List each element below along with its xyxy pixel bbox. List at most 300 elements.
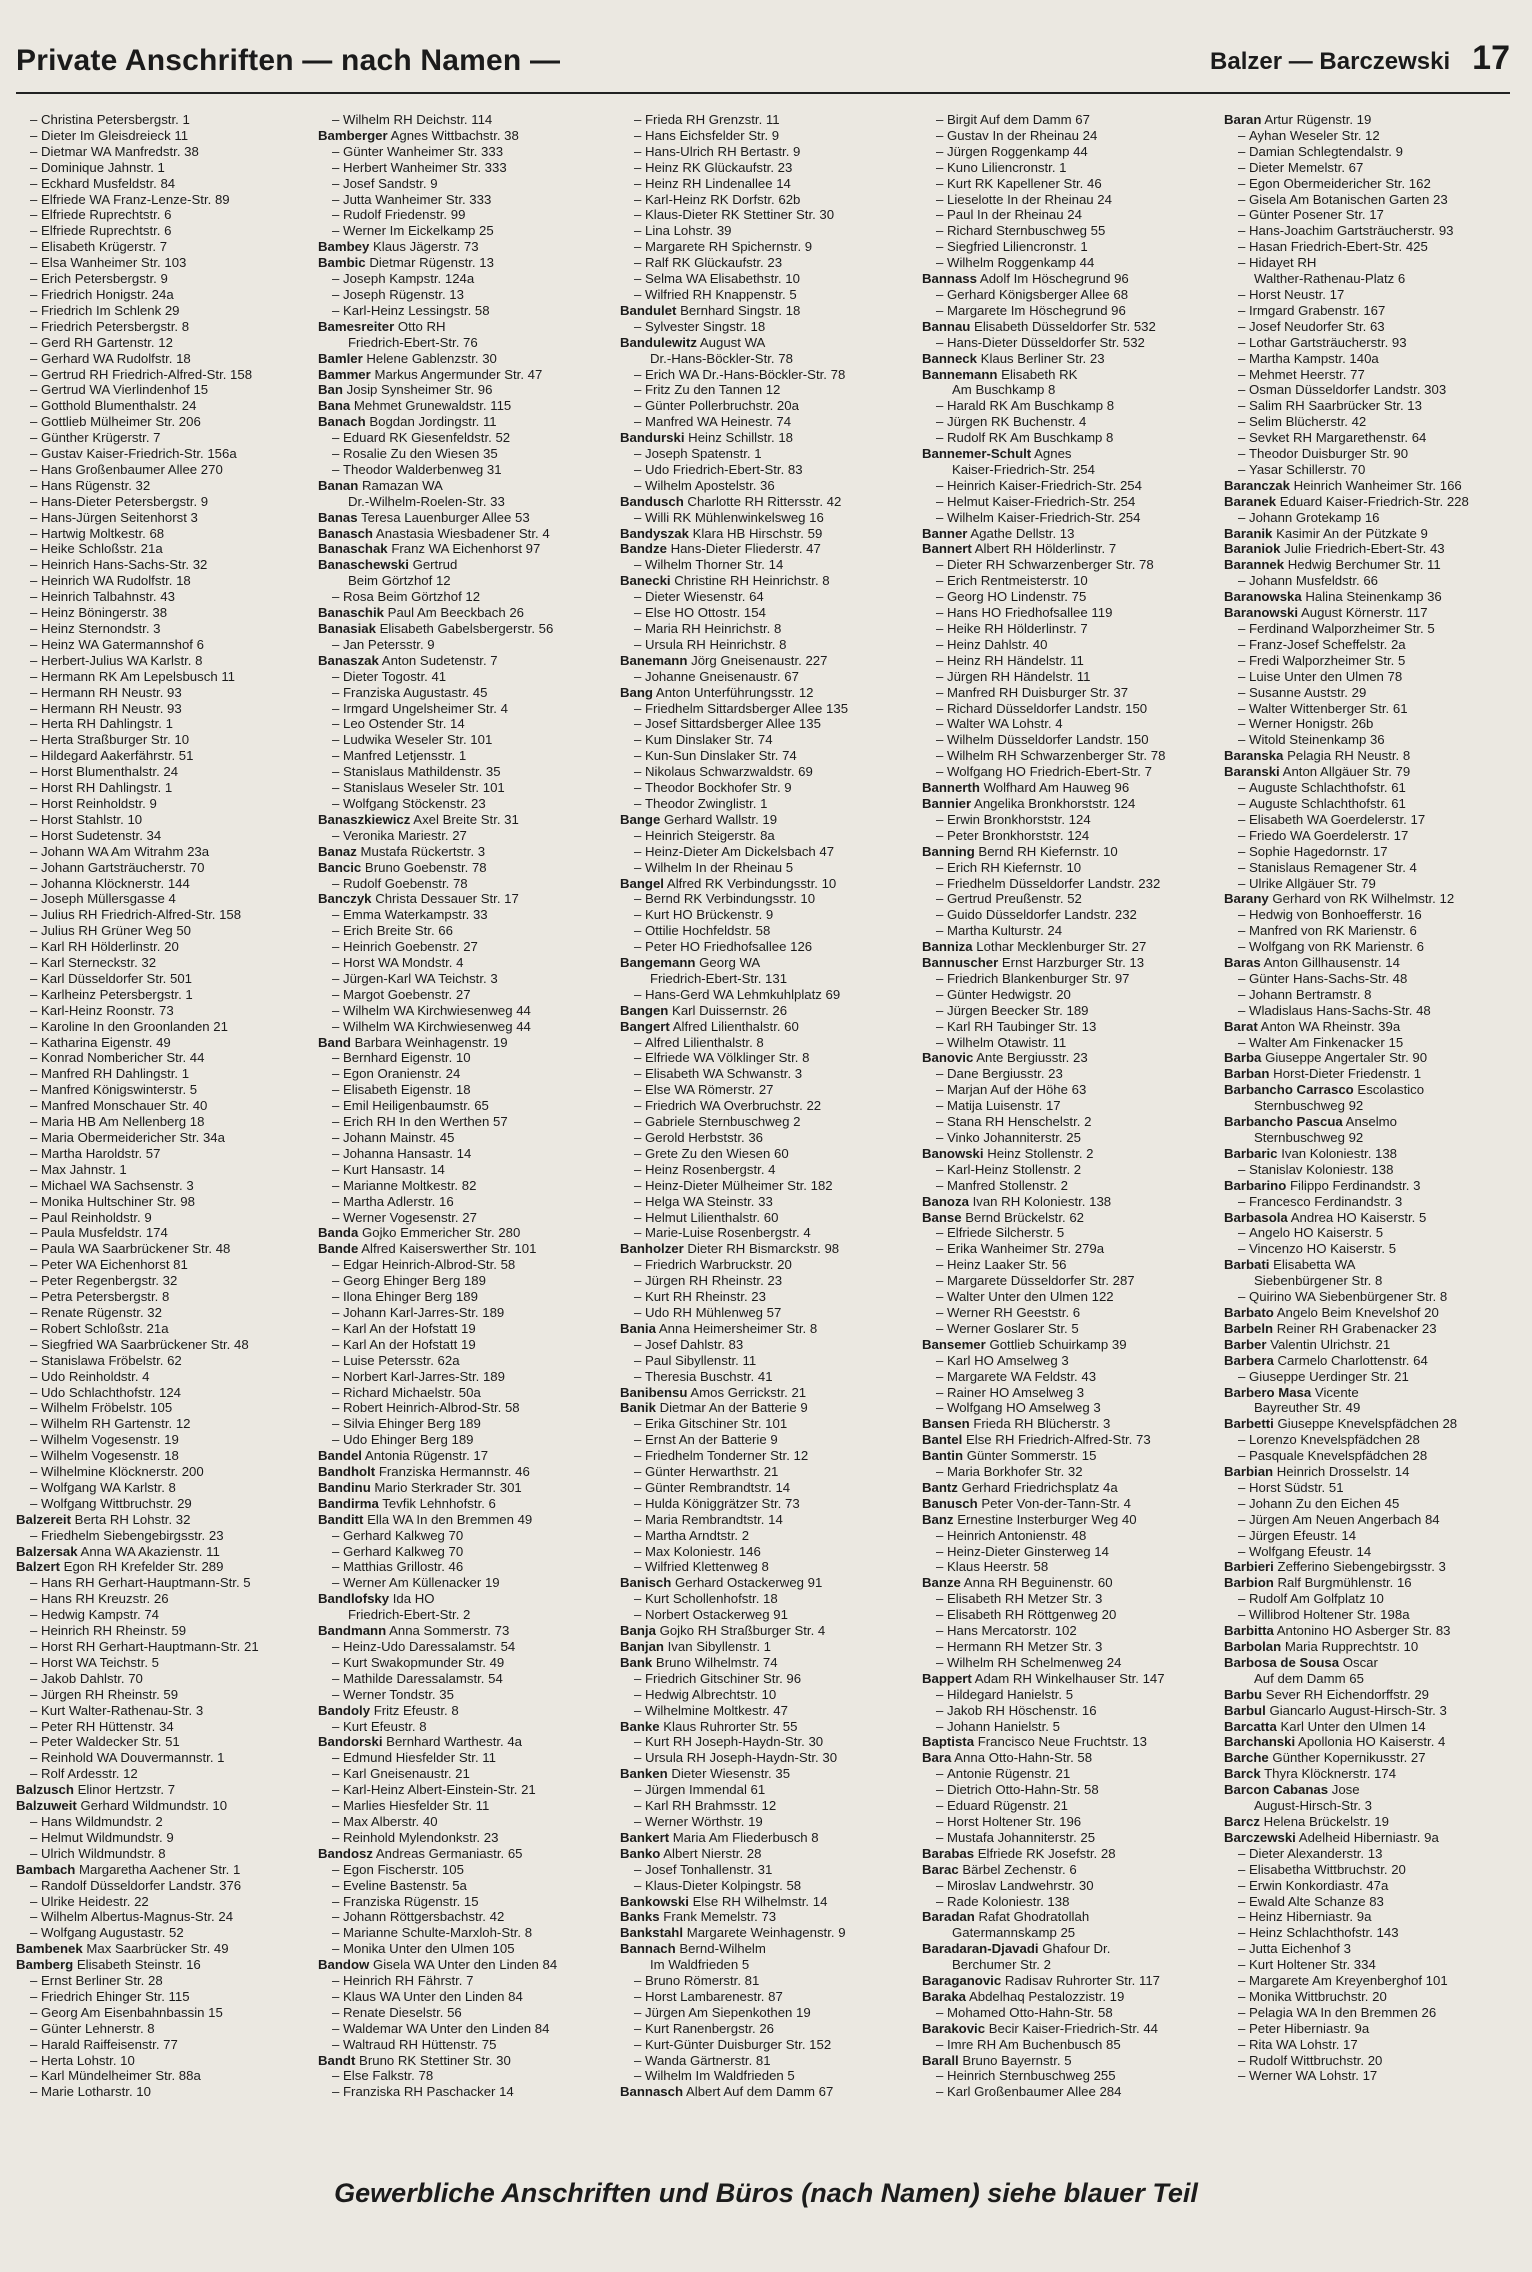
directory-entry — [318, 1687, 604, 1703]
entry-continuation — [922, 1957, 1208, 1973]
directory-entry — [1224, 1496, 1510, 1512]
surname-entry — [922, 271, 1208, 287]
directory-entry — [922, 732, 1208, 748]
entry-text: Quirino WA Siebenbürgener Str. 8 — [1249, 1289, 1448, 1305]
entry-continuation — [620, 971, 906, 987]
directory-entry — [16, 860, 302, 876]
directory-entry — [922, 1082, 1208, 1098]
surname: Baranczak — [1224, 477, 1290, 493]
directory-entry — [922, 160, 1208, 176]
surname: Baradaran-Djavadi — [922, 1941, 1039, 1957]
directory-entry — [620, 923, 906, 939]
entry-text: Sever RH Eichendorffstr. 29 — [1265, 1686, 1429, 1702]
directory-entry — [922, 748, 1208, 764]
entry-text: Margaretha Aachener Str. 1 — [79, 1861, 241, 1877]
entry-text: Karl RH Hölderlinstr. 20 — [41, 939, 179, 955]
surname-entry — [922, 1973, 1208, 1989]
page-number: 17 — [1472, 39, 1510, 77]
surname: Baran — [1224, 112, 1262, 127]
entry-text: Giuseppe Knevelspfädchen 28 — [1277, 1416, 1458, 1432]
directory-entry — [16, 2037, 302, 2053]
entry-text: Agnes Wittbachstr. 38 — [390, 127, 519, 143]
directory-entry — [318, 1066, 604, 1082]
entry-text: Johann Musfeldstr. 66 — [1249, 573, 1379, 589]
surname-entry — [1224, 1750, 1510, 1766]
entry-text: Matija Luisenstr. 17 — [947, 1098, 1061, 1114]
directory-entry — [620, 1703, 906, 1719]
surname-entry — [1224, 478, 1510, 494]
directory-entry — [922, 303, 1208, 319]
surname-entry — [1224, 1814, 1510, 1830]
directory-entry — [922, 414, 1208, 430]
directory-entry — [16, 446, 302, 462]
entry-text: Martha Arndtstr. 2 — [645, 1527, 750, 1543]
entry-text: Monika Hultschiner Str. 98 — [41, 1193, 195, 1209]
surname-entry — [1224, 891, 1510, 907]
directory-entry — [318, 2084, 604, 2100]
surname-entry — [922, 939, 1208, 955]
entry-text: Angelika Bronkhorststr. 124 — [974, 795, 1136, 811]
directory-entry — [922, 144, 1208, 160]
entry-text: Josef Neudorfer Str. 63 — [1249, 318, 1385, 334]
directory-entry — [922, 1464, 1208, 1480]
directory-entry — [16, 239, 302, 255]
entry-text: Udo Friedrich-Ebert-Str. 83 — [645, 461, 803, 477]
directory-entry — [620, 192, 906, 208]
surname: Banjan — [620, 1639, 664, 1654]
directory-entry — [922, 1894, 1208, 1910]
surname-entry — [1224, 541, 1510, 557]
surname-entry — [1224, 1210, 1510, 1226]
directory-entry — [922, 1591, 1208, 1607]
entry-text: Julius RH Grüner Weg 50 — [41, 923, 192, 939]
entry-text: Klaus-Dieter RK Stettiner Str. 30 — [645, 207, 835, 223]
surname: Banisch — [620, 1575, 672, 1591]
surname-entry — [318, 605, 604, 621]
surname-entry — [318, 239, 604, 255]
entry-text: Gerold Herbststr. 36 — [645, 1130, 764, 1145]
surname-entry — [620, 1400, 906, 1416]
surname: Barbosa de Sousa — [1224, 1654, 1340, 1670]
directory-entry — [620, 1591, 906, 1607]
entry-text: Max Koloniestr. 146 — [645, 1543, 761, 1559]
directory-entry — [16, 1194, 302, 1210]
entry-text: Kum Dinslaker Str. 74 — [645, 732, 773, 748]
entry-text: Friedrich-Ebert-Str. 2 — [348, 1607, 471, 1623]
directory-entry — [16, 1989, 302, 2005]
entry-text: Dietmar WA Manfredstr. 38 — [41, 143, 199, 159]
entry-text: August-Hirsch-Str. 3 — [1254, 1798, 1372, 1814]
entry-text: Ewald Alte Schanze 83 — [1249, 1893, 1384, 1909]
directory-entry — [1224, 287, 1510, 303]
entry-continuation — [620, 351, 906, 367]
entry-text: Johanne Gneisenaustr. 67 — [645, 668, 799, 684]
directory-entry — [16, 287, 302, 303]
directory-entry — [16, 351, 302, 367]
surname: Bambach — [16, 1861, 76, 1877]
surname-entry — [620, 955, 906, 971]
entry-text: Karl Unter den Ulmen 14 — [1280, 1718, 1426, 1734]
directory-entry — [318, 1973, 604, 1989]
surname-entry — [318, 382, 604, 398]
surname-entry — [922, 541, 1208, 557]
directory-entry — [16, 1353, 302, 1369]
directory-entry — [1224, 398, 1510, 414]
surname: Bangel — [620, 875, 664, 891]
directory-entry — [16, 1750, 302, 1766]
entry-text: Günter Wanheimer Str. 333 — [343, 143, 504, 159]
entry-text: Kuno Liliencronstr. 1 — [947, 159, 1067, 175]
directory-entry — [318, 1146, 604, 1162]
surname: Banik — [620, 1400, 656, 1416]
entry-text: Edgar Heinrich-Albrod-Str. 58 — [343, 1257, 516, 1273]
entry-text: Hermann RK Am Lepelsbusch 11 — [41, 668, 236, 684]
entry-continuation — [1224, 1400, 1510, 1416]
surname-entry — [620, 1575, 906, 1591]
entry-text: Ulrike Allgäuer Str. 79 — [1249, 875, 1376, 891]
surname: Banniza — [922, 939, 973, 955]
surname: Barat — [1224, 1018, 1258, 1034]
directory-entry — [16, 1416, 302, 1432]
entry-text: Günter Herwarthstr. 21 — [645, 1464, 779, 1480]
entry-text: Heinrich Wanheimer Str. 166 — [1293, 477, 1462, 493]
entry-text: Agnes — [1034, 446, 1072, 462]
entry-text: Bruno Bayernstr. 5 — [962, 2052, 1072, 2068]
directory-entry — [620, 732, 906, 748]
surname-entry — [922, 1862, 1208, 1878]
directory-entry — [620, 1337, 906, 1353]
surname-entry — [16, 1782, 302, 1798]
entry-text: Karoline In den Groonlanden 21 — [41, 1018, 228, 1034]
surname-entry — [16, 1512, 302, 1528]
directory-entry — [16, 1050, 302, 1066]
directory-entry — [620, 1369, 906, 1385]
directory-entry — [922, 1098, 1208, 1114]
entry-text: Elisabeth WA Goerdelerstr. 17 — [1249, 811, 1426, 827]
entry-text: Anna Heimersheimer Str. 8 — [658, 1320, 818, 1336]
entry-text: Siebenbürgener Str. 8 — [1254, 1273, 1383, 1289]
surname-entry — [1224, 1687, 1510, 1703]
entry-text: Adolf Im Höschegrund 96 — [979, 271, 1129, 287]
directory-entry — [1224, 1162, 1510, 1178]
directory-entry — [922, 1019, 1208, 1035]
entry-text: Franziska Augustastr. 45 — [343, 684, 488, 700]
directory-column-1 — [16, 112, 302, 2177]
entry-text: Egon Fischerstr. 105 — [343, 1861, 464, 1877]
directory-entry — [620, 1671, 906, 1687]
entry-text: Horst WA Teichstr. 5 — [41, 1654, 159, 1670]
surname-entry — [1224, 1305, 1510, 1321]
surname: Banemann — [620, 652, 688, 668]
entry-text: Gerhard von RK Wilhelmstr. 12 — [1272, 891, 1455, 907]
entry-text: Karl-Heinz Stollenstr. 2 — [947, 1161, 1082, 1177]
directory-entry — [318, 764, 604, 780]
entry-text: Heinz Rosenbergstr. 4 — [645, 1161, 776, 1177]
surname: Bandinu — [318, 1479, 371, 1495]
directory-entry — [922, 860, 1208, 876]
surname-entry — [318, 557, 604, 573]
entry-text: Christine RH Heinrichstr. 8 — [674, 573, 830, 589]
surname-entry — [922, 1416, 1208, 1432]
directory-entry — [620, 637, 906, 653]
directory-entry — [922, 2084, 1208, 2100]
directory-entry — [1224, 192, 1510, 208]
directory-entry — [620, 1607, 906, 1623]
directory-entry — [620, 319, 906, 335]
directory-entry — [620, 764, 906, 780]
entry-text: Horst Blumenthalstr. 24 — [41, 764, 179, 780]
directory-entry — [318, 1273, 604, 1289]
entry-continuation — [620, 1957, 906, 1973]
entry-text: Im Waldfrieden 5 — [650, 1957, 750, 1973]
surname-entry — [922, 1050, 1208, 1066]
entry-text: Eduard Rügenstr. 21 — [947, 1798, 1068, 1814]
entry-text: Rolf Ardesstr. 12 — [41, 1766, 138, 1782]
entry-text: Kurt Hansastr. 14 — [343, 1161, 445, 1177]
directory-entry — [16, 1035, 302, 1051]
surname-entry — [318, 398, 604, 414]
surname-entry — [318, 2053, 604, 2069]
surname-entry — [620, 1766, 906, 1782]
directory-entry — [620, 1734, 906, 1750]
entry-text: Johann Mainstr. 45 — [343, 1130, 455, 1145]
entry-text: Horst Neustr. 17 — [1249, 286, 1345, 302]
surname: Bambic — [318, 255, 366, 271]
directory-entry — [1224, 1003, 1510, 1019]
directory-entry — [16, 1496, 302, 1512]
entry-text: Margarete RH Spichernstr. 9 — [645, 239, 813, 255]
surname: Bandulewitz — [620, 334, 697, 350]
directory-entry — [16, 1734, 302, 1750]
surname-entry — [1224, 764, 1510, 780]
entry-text: Jürgen Roggenkamp 44 — [947, 143, 1088, 159]
entry-text: Johann Grotekamp 16 — [1249, 509, 1380, 525]
entry-text: Josef Sittardsberger Allee 135 — [645, 716, 821, 732]
directory-entry — [318, 1369, 604, 1385]
entry-text: Bruno Goebenstr. 78 — [364, 859, 487, 875]
directory-entry — [1224, 1941, 1510, 1957]
entry-text: Kasimir An der Pützkate 9 — [1276, 525, 1428, 541]
directory-entry — [16, 1066, 302, 1082]
surname: Bankert — [620, 1829, 670, 1845]
entry-text: Johann WA Am Witrahm 23a — [41, 843, 210, 859]
directory-entry — [318, 287, 604, 303]
surname: Banasch — [318, 525, 373, 541]
surname: Bannier — [922, 795, 972, 811]
directory-entry — [922, 207, 1208, 223]
surname-entry — [1224, 1623, 1510, 1639]
directory-entry — [318, 1544, 604, 1560]
surname-entry — [620, 685, 906, 701]
entry-text: Kaiser-Friedrich-Str. 254 — [952, 461, 1095, 477]
surname-entry — [922, 1496, 1208, 1512]
surname: Bannau — [922, 318, 971, 334]
surname: Bandirma — [318, 1495, 379, 1511]
directory-entry — [16, 669, 302, 685]
entry-text: Ivan Sibyllenstr. 1 — [667, 1639, 771, 1654]
directory-entry — [318, 1528, 604, 1544]
directory-entry — [318, 701, 604, 717]
surname-entry — [620, 1830, 906, 1846]
entry-continuation — [1224, 1798, 1510, 1814]
directory-entry — [922, 2037, 1208, 2053]
surname-entry — [16, 1862, 302, 1878]
entry-text: Günther Krügerstr. 7 — [41, 430, 161, 446]
surname: Barbero Masa — [1224, 1384, 1312, 1400]
directory-entry — [620, 1305, 906, 1321]
directory-entry — [16, 1623, 302, 1639]
entry-text: Oscar — [1342, 1654, 1378, 1670]
directory-entry — [620, 1289, 906, 1305]
entry-text: Stana RH Henschelstr. 2 — [947, 1114, 1092, 1130]
entry-continuation — [1224, 271, 1510, 287]
entry-text: Helmut Wildmundstr. 9 — [41, 1829, 174, 1845]
directory-entry — [620, 1480, 906, 1496]
entry-text: Alfred Lilienthalstr. 60 — [672, 1018, 799, 1034]
entry-text: Dr.-Hans-Böckler-Str. 78 — [650, 350, 793, 366]
directory-entry — [922, 1369, 1208, 1385]
surname: Balzersak — [16, 1543, 78, 1559]
entry-text: Matthias Grillostr. 46 — [343, 1559, 464, 1575]
entry-text: Jürgen Immendal 61 — [645, 1782, 766, 1798]
directory-entry — [922, 812, 1208, 828]
surname: Bannert — [922, 541, 972, 557]
directory-entry — [620, 1353, 906, 1369]
entry-text: Helena Brückelstr. 19 — [1263, 1813, 1389, 1829]
entry-text: Margot Goebenstr. 27 — [343, 986, 471, 1002]
surname-entry — [922, 1337, 1208, 1353]
entry-text: Friedhelm Düsseldorfer Landstr. 232 — [947, 875, 1161, 891]
surname-entry — [1224, 1766, 1510, 1782]
entry-continuation — [1224, 1671, 1510, 1687]
surname: Barbitta — [1224, 1623, 1274, 1639]
entry-text: Peter Regenbergstr. 32 — [41, 1273, 178, 1289]
directory-entry — [620, 1178, 906, 1194]
directory-entry — [16, 1257, 302, 1273]
entry-text: Rainer HO Amselweg 3 — [947, 1384, 1085, 1400]
directory-entry — [1224, 1225, 1510, 1241]
entry-text: Maria Am Fliederbusch 8 — [672, 1829, 819, 1845]
directory-entry — [922, 1353, 1208, 1369]
entry-text: Helene Gablenzstr. 30 — [366, 350, 497, 366]
directory-entry — [620, 382, 906, 398]
directory-entry — [16, 2053, 302, 2069]
surname-entry — [1224, 589, 1510, 605]
surname: Bamler — [318, 350, 363, 366]
entry-text: Amos Gerrickstr. 21 — [690, 1384, 807, 1400]
surname: Barbancho Pascua — [1224, 1114, 1343, 1130]
entry-text: Anton Gillhausenstr. 14 — [1263, 955, 1400, 971]
entry-text: Anna Otto-Hahn-Str. 58 — [954, 1750, 1093, 1766]
entry-text: Rafat Ghodratollah — [978, 1909, 1090, 1925]
directory-entry — [922, 1035, 1208, 1051]
surname-entry — [1224, 1114, 1510, 1130]
entry-text: Elisabeth Düsseldorfer Str. 532 — [974, 318, 1156, 334]
entry-text: Axel Breite Str. 31 — [413, 811, 519, 827]
directory-entry — [1224, 796, 1510, 812]
entry-text: Klara HB Hirschstr. 59 — [692, 525, 823, 541]
directory-entry — [620, 844, 906, 860]
entry-text: Johann Karl-Jarres-Str. 189 — [343, 1304, 505, 1320]
surname: Barbul — [1224, 1702, 1266, 1718]
entry-text: Walter Unter den Ulmen 122 — [947, 1289, 1114, 1305]
surname: Baranowski — [1224, 605, 1299, 621]
entry-text: Walter Wittenberger Str. 61 — [1249, 700, 1408, 716]
directory-entry — [922, 605, 1208, 621]
surname-entry — [16, 1941, 302, 1957]
directory-entry — [922, 112, 1208, 128]
surname: Banowski — [922, 1145, 984, 1161]
entry-text: Leo Ostender Str. 14 — [343, 716, 465, 732]
surname-entry — [318, 1035, 604, 1051]
surname-entry — [620, 1941, 906, 1957]
directory-entry — [16, 494, 302, 510]
entry-text: Adelheid Hiberniastr. 9a — [1298, 1829, 1439, 1845]
directory-entry — [318, 1114, 604, 1130]
surname-entry — [620, 1655, 906, 1671]
directory-entry — [16, 1480, 302, 1496]
directory-entry — [620, 1464, 906, 1480]
entry-text: Klaus Berliner Str. 23 — [980, 350, 1105, 366]
entry-text: Konrad Nombericher Str. 44 — [41, 1050, 205, 1066]
entry-text: Friedrich Gitschiner Str. 96 — [645, 1670, 802, 1686]
directory-entry — [620, 891, 906, 907]
entry-text: Hulda Königgrätzer Str. 73 — [645, 1495, 800, 1511]
surname-entry — [620, 1003, 906, 1019]
entry-text: Bernd RH Kiefernstr. 10 — [978, 843, 1118, 859]
entry-text: Ursula RH Heinrichstr. 8 — [645, 636, 787, 652]
directory-entry — [1224, 907, 1510, 923]
entry-text: Maria RH Heinrichstr. 8 — [645, 621, 782, 636]
entry-text: Heinrich Hans-Sachs-Str. 32 — [41, 557, 208, 573]
entry-text: Dieter Wiesenstr. 64 — [645, 589, 764, 605]
entry-continuation — [922, 462, 1208, 478]
surname: Banaschik — [318, 605, 384, 621]
entry-text: Horst Südstr. 51 — [1249, 1479, 1344, 1495]
directory-entry — [16, 2005, 302, 2021]
directory-entry — [318, 1321, 604, 1337]
directory-entry — [1224, 844, 1510, 860]
surname: Bancic — [318, 859, 362, 875]
directory-entry — [1224, 255, 1510, 271]
surname-entry — [922, 1671, 1208, 1687]
directory-entry — [620, 176, 906, 192]
directory-entry — [16, 1607, 302, 1623]
entry-text: Pelagia RH Neustr. 8 — [1287, 748, 1411, 764]
directory-entry — [922, 1782, 1208, 1798]
surname: Baradan — [922, 1909, 975, 1925]
surname: Barbati — [1224, 1257, 1270, 1273]
entry-text: Bärbel Zechenstr. 6 — [962, 1861, 1077, 1877]
directory-entry — [1224, 1909, 1510, 1925]
entry-text: Elsa Wanheimer Str. 103 — [41, 255, 187, 271]
entry-text: Peter WA Eichenhorst 81 — [41, 1257, 188, 1273]
entry-text: Sophie Hagedornstr. 17 — [1249, 843, 1388, 859]
entry-text: Anna RH Beguinenstr. 60 — [963, 1575, 1113, 1591]
directory-entry — [318, 271, 604, 287]
entry-text: Dieter Togostr. 41 — [343, 668, 447, 684]
surname-entry — [922, 2021, 1208, 2037]
directory-entry — [620, 446, 906, 462]
entry-text: Else RH Wilhelmstr. 14 — [692, 1893, 828, 1909]
entry-text: Gerhard Friedrichsplatz 4a — [961, 1479, 1118, 1495]
entry-text: Zefferino Siebengebirgsstr. 3 — [1277, 1559, 1446, 1575]
entry-text: Jörg Gneisenaustr. 227 — [691, 652, 828, 668]
entry-text: Margarete WA Feldstr. 43 — [947, 1368, 1097, 1384]
directory-entry — [620, 1559, 906, 1575]
directory-entry — [16, 764, 302, 780]
entry-text: Else HO Ottostr. 154 — [645, 605, 766, 621]
